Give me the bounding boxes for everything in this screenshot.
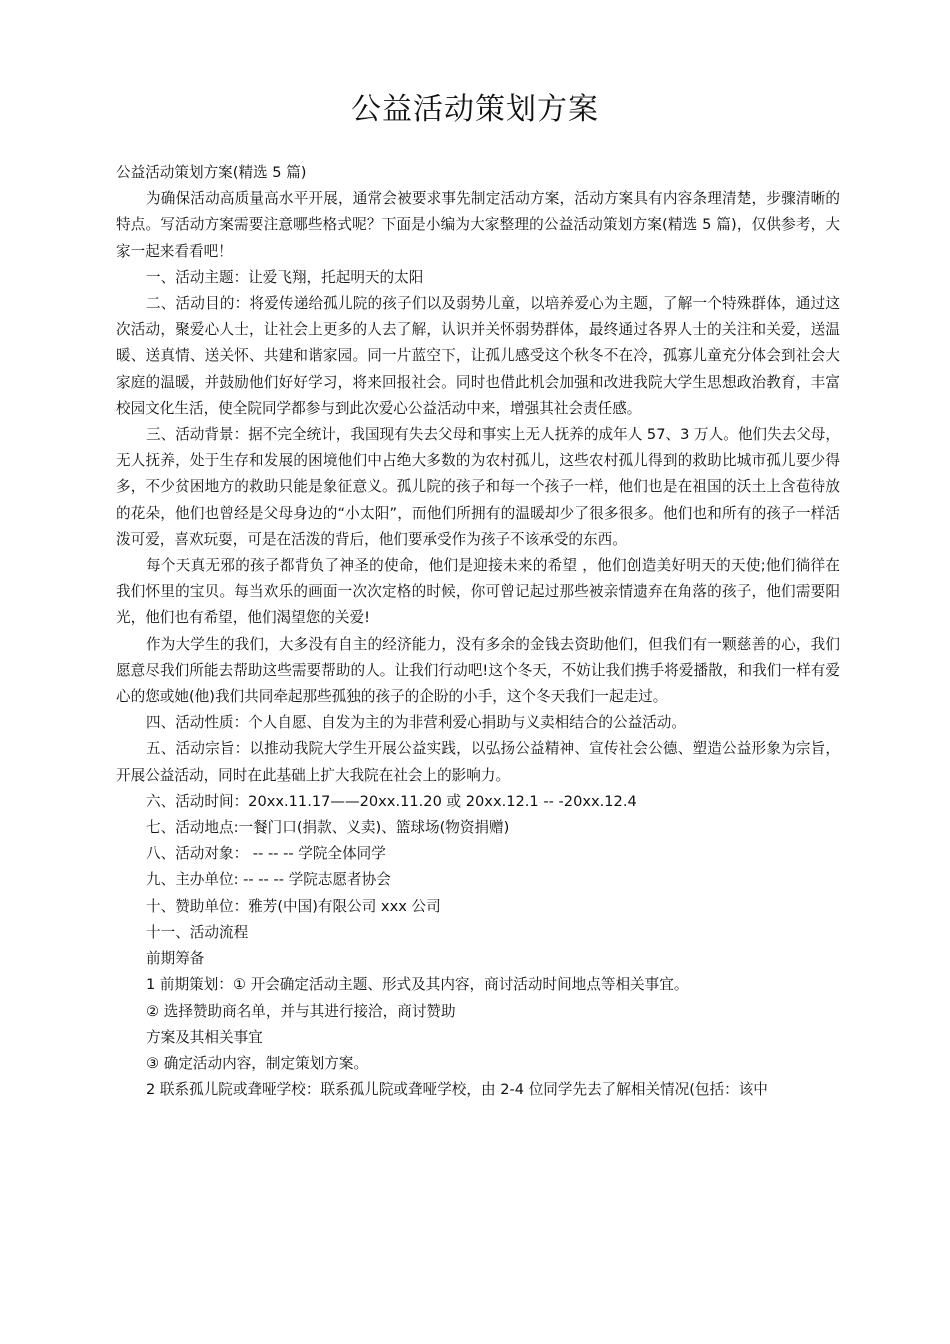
paragraph: 三、活动背景：据不完全统计，我国现有失去父母和事实上无人抚养的成年人 57、3 万人。他们失去父母，无人抚养，处于生存和发展的困境他们中占绝大多数的为农村孤儿，这些农村孤儿得到的救助比城市孤儿要少得多，不少贫困地方的救助只能是象征意义。孤儿院的孩子和每一个孩子一样，他们也是在祖国的沃土上含苞待放的花朵，他们也曾经是父母身边的“小太阳”，而他们所拥有的温暖却少了很多很多。他们也和所有的孩子一样活泼可爱，喜欢玩耍，可是在活泼的背后，他们要承受作为孩子不该承受的东西。 bbox=[116, 426, 840, 548]
paragraph: 二、活动目的：将爱传递给孤儿院的孩子们以及弱势儿童，以培养爱心为主题，了解一个特殊群体，通过这次活动，聚爱心人士，让社会上更多的人去了解，认识并关怀弱势群体，最终通过各界人士的关注和关爱，送温暖、送真情、送关怀、共建和谐家园。同一片蓝空下，让孤儿感受这个秋冬不在冷，孤寡儿童充分体会到社会大家庭的温暖，并鼓励他们好好学习，将来回报社会。同时也借此机会加强和改进我院大学生思想政治教育，丰富校园文化生活，使全院同学都参与到此次爱心公益活动中来，增强其社会责任感。 bbox=[116, 295, 840, 417]
paragraph: 为确保活动高质量高水平开展，通常会被要求事先制定活动方案，活动方案具有内容条理清楚，步骤清晰的特点。写活动方案需要注意哪些格式呢？下面是小编为大家整理的公益活动策划方案(精选 5 篇)，仅供参考，大家一起来看看吧！ bbox=[116, 190, 840, 260]
paragraph: 一、活动主题：让爱飞翔，托起明天的太阳 bbox=[146, 268, 424, 286]
paragraph: 2 联系孤儿院或聋哑学校：联系孤儿院或聋哑学校，由 2-4 位同学先去了解相关情况(包括：该中 bbox=[146, 1081, 768, 1099]
paragraph: 九、主办单位: -- -- -- 学院志愿者协会 bbox=[146, 871, 391, 889]
paragraph: 作为大学生的我们，大多没有自主的经济能力，没有多余的金钱去资助他们，但我们有一颗慈善的心，我们愿意尽我们所能去帮助这些需要帮助的人。让我们行动吧!这个冬天，不妨让我们携手将爱播散，和我们一样有爱心的您或她(他)我们共同牵起那些孤独的孩子的企盼的小手，这个冬天我们一起走过。 bbox=[116, 635, 840, 706]
document-title: 公益活动策划方案 bbox=[351, 92, 599, 127]
document-subtitle: 公益活动策划方案(精选 5 篇) bbox=[116, 164, 307, 181]
paragraph: 十、赞助单位：雅芳(中国)有限公司 xxx 公司 bbox=[146, 897, 441, 915]
paragraph: 前期筹备 bbox=[146, 950, 205, 968]
paragraph: 四、活动性质：个人自愿、自发为主的为非营利爱心捐助与义卖相结合的公益活动。 bbox=[146, 714, 686, 732]
paragraph: ③ 确定活动内容，制定策划方案。 bbox=[146, 1054, 369, 1072]
paragraph: 方案及其相关事宜 bbox=[146, 1028, 263, 1046]
paragraph: 五、活动宗旨：以推动我院大学生开展公益实践，以弘扬公益精神、宣传社会公德、塑造公益形象为宗旨，开展公益活动，同时在此基础上扩大我院在社会上的影响力。 bbox=[116, 740, 840, 784]
document-body bbox=[116, 160, 840, 1103]
paragraph: 1 前期策划：① 开会确定活动主题、形式及其内容，商讨活动时间地点等相关事宜。 bbox=[146, 976, 689, 994]
paragraph: 六、活动时间：20xx.11.17——20xx.11.20 或 20xx.12.1 -- -20xx.12.4 bbox=[146, 792, 637, 810]
paragraph: 八、活动对象： -- -- -- 学院全体同学 bbox=[146, 845, 386, 863]
paragraph: 每个天真无邪的孩子都背负了神圣的使命，他们是迎接未来的希望 ，他们创造美好明天的天使;他们徜徉在我们怀里的宝贝。每当欢乐的画面一次次定格的时候，你可曾记起过那些被亲情遗弃在角落的孩子，他们需要阳光，他们也有希望，他们渴望您的关爱! bbox=[116, 557, 840, 627]
paragraph: 七、活动地点:一餐门口(捐款、义卖)、篮球场(物资捐赠) bbox=[146, 819, 510, 837]
paragraph: ② 选择赞助商名单，并与其进行接洽，商讨赞助 bbox=[146, 1002, 456, 1020]
paragraph: 十一、活动流程 bbox=[146, 923, 249, 941]
